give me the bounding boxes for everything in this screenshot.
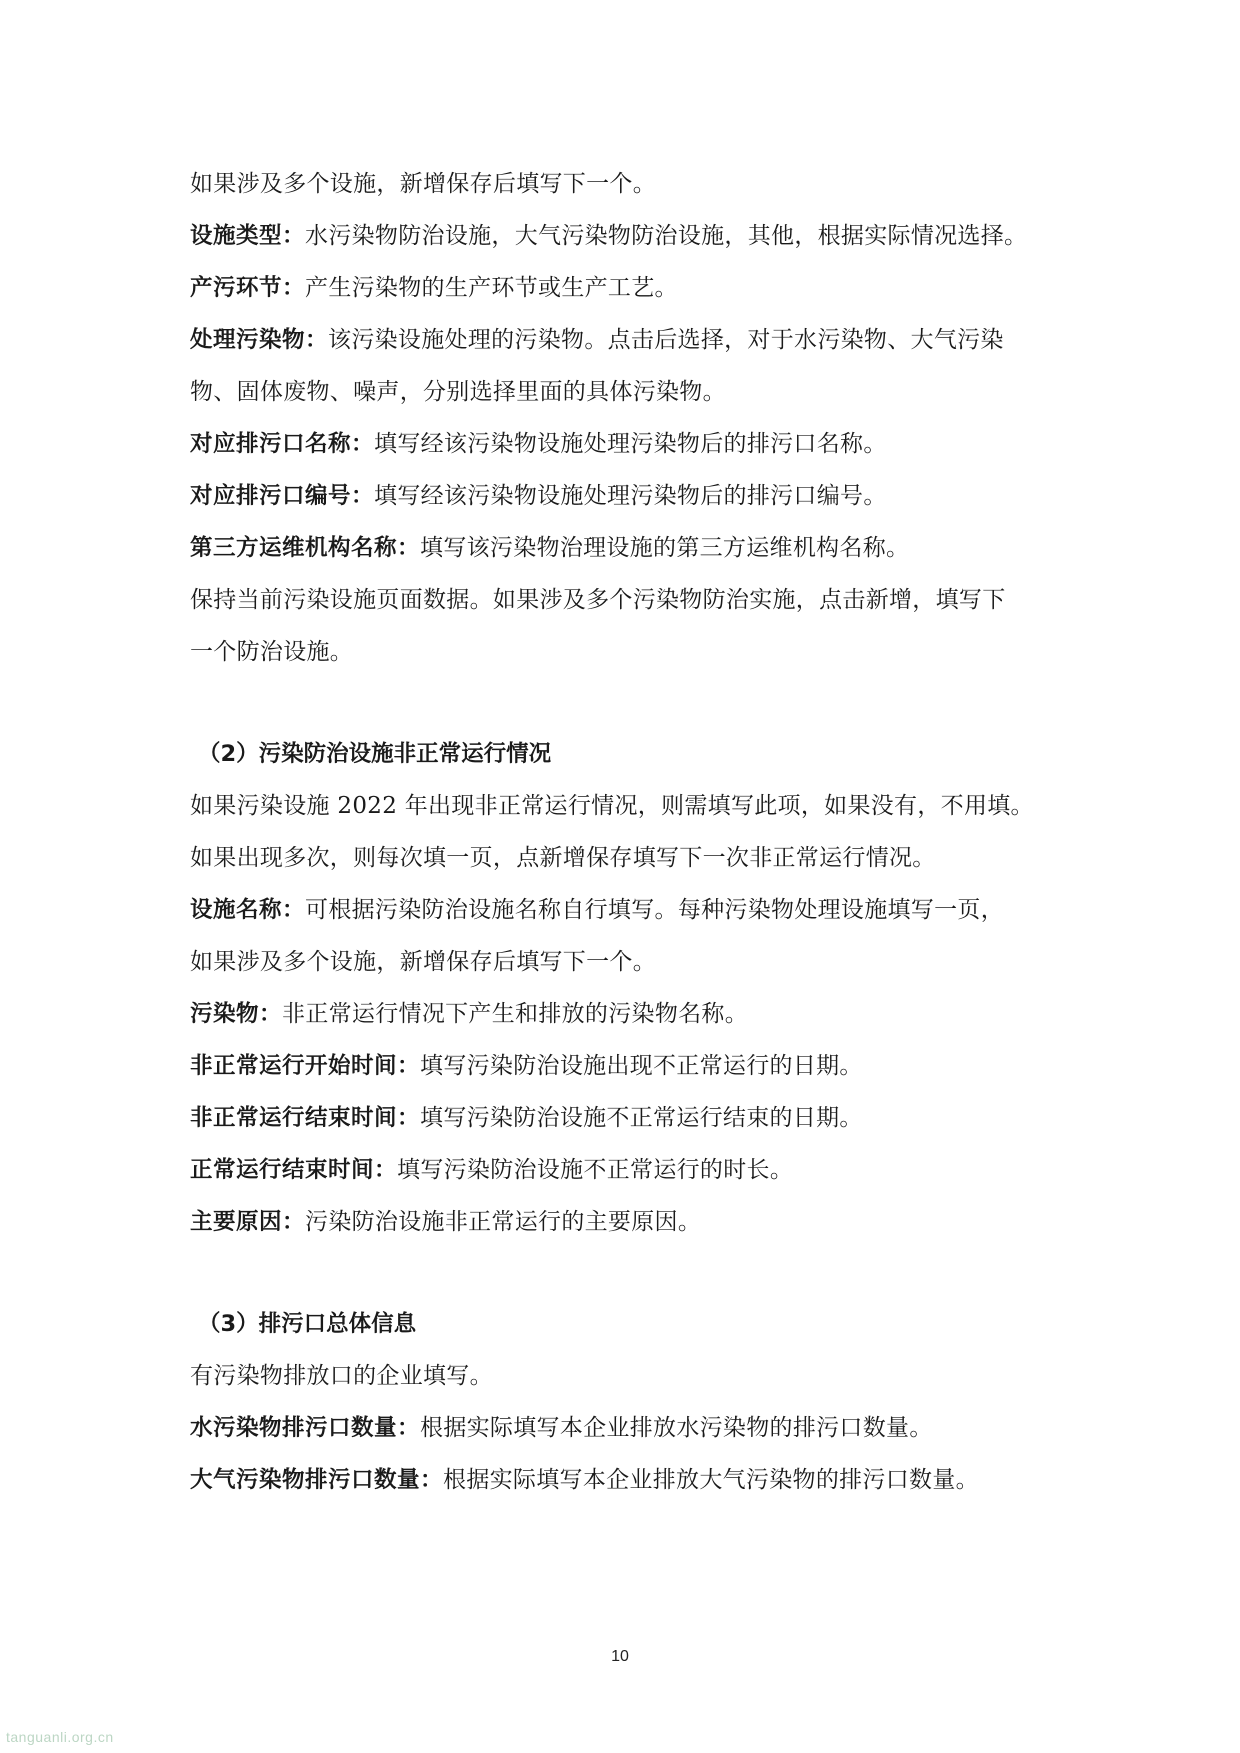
definition-pollutant — [190, 988, 1070, 1040]
definition-water-outlets — [190, 1402, 1070, 1454]
term-description: 水污染物防治设施，大气污染物防治设施，其他，根据实际情况选择。 — [305, 223, 1028, 249]
page-number: 10 — [611, 1648, 629, 1665]
term-label: 对应排污口名称： — [190, 431, 375, 457]
section-gap — [190, 678, 1070, 728]
paragraph-intro — [190, 158, 1070, 210]
term-label: 污染物： — [190, 1001, 283, 1027]
term-label: 主要原因： — [190, 1209, 306, 1235]
paragraph-text: 如果涉及多个设施，新增保存后填写下一个。 — [190, 171, 656, 197]
paragraph-text: 保持当前污染设施页面数据。如果涉及多个污染物防治实施，点击新增，填写下 — [190, 587, 1006, 613]
section-gap — [190, 1248, 1070, 1298]
definition-facility-type — [190, 210, 1070, 262]
definition-treated-pollutants-cont — [190, 366, 1070, 418]
term-label: 处理污染物： — [190, 327, 329, 353]
term-label: 大气污染物排污口数量： — [190, 1467, 444, 1493]
definition-air-outlets — [190, 1454, 1070, 1506]
definition-third-party — [190, 522, 1070, 574]
term-description: 可根据污染防治设施名称自行填写。每种污染物处理设施填写一页， — [305, 897, 1005, 923]
term-description: 产生污染物的生产环节或生产工艺。 — [305, 275, 678, 301]
term-label: 水污染物排污口数量： — [190, 1415, 421, 1441]
paragraph-abnormal-intro-1 — [190, 780, 1070, 832]
term-description: 填写该污染物治理设施的第三方运维机构名称。 — [420, 535, 910, 561]
definition-main-reason — [190, 1196, 1070, 1248]
term-label: 正常运行结束时间： — [190, 1157, 398, 1183]
paragraph-closing-1 — [190, 574, 1070, 626]
term-description: 填写污染防治设施不正常运行结束的日期。 — [420, 1105, 863, 1131]
paragraph-text: 如果出现多次，则每次填一页，点新增保存填写下一次非正常运行情况。 — [190, 845, 936, 871]
term-description: 该污染设施处理的污染物。点击后选择，对于水污染物、大气污染 — [328, 327, 1004, 353]
paragraph-text: 如果污染设施 2022 年出现非正常运行情况，则需填写此项，如果没有，不用填。 — [190, 793, 1034, 819]
term-description: 根据实际填写本企业排放水污染物的排污口数量。 — [420, 1415, 933, 1441]
term-description: 物、固体废物、噪声，分别选择里面的具体污染物。 — [190, 379, 726, 405]
term-description: 污染防治设施非正常运行的主要原因。 — [305, 1209, 702, 1235]
term-label: 设施类型： — [190, 223, 306, 249]
term-description: 根据实际填写本企业排放大气污染物的排污口数量。 — [443, 1467, 979, 1493]
definition-normal-end — [190, 1144, 1070, 1196]
paragraph-text: 有污染物排放口的企业填写。 — [190, 1363, 493, 1389]
section-heading-abnormal-operation: （2）污染防治设施非正常运行情况 — [198, 741, 552, 767]
paragraph-outlet-intro — [190, 1350, 1070, 1402]
term-description: 填写污染防治设施出现不正常运行的日期。 — [420, 1053, 863, 1079]
definition-outlet-code — [190, 470, 1070, 522]
term-label: 非正常运行结束时间： — [190, 1105, 421, 1131]
watermark-text: tanguanli.org.cn — [6, 1729, 114, 1745]
term-description: 填写污染防治设施不正常运行的时长。 — [397, 1157, 794, 1183]
paragraph-text: 一个防治设施。 — [190, 639, 354, 665]
definition-facility-name-cont — [190, 936, 1070, 988]
definition-outlet-name — [190, 418, 1070, 470]
term-description: 非正常运行情况下产生和排放的污染物名称。 — [282, 1001, 749, 1027]
definition-production-link — [190, 262, 1070, 314]
paragraph-closing-2 — [190, 626, 1070, 678]
definition-facility-name — [190, 884, 1070, 936]
definition-treated-pollutants — [190, 314, 1070, 366]
term-label: 对应排污口编号： — [190, 483, 375, 509]
term-label: 设施名称： — [190, 897, 306, 923]
section-heading-outlet-info: （3）排污口总体信息 — [198, 1311, 417, 1337]
term-description: 填写经该污染物设施处理污染物后的排污口编号。 — [374, 483, 887, 509]
term-label: 产污环节： — [190, 275, 306, 301]
term-label: 第三方运维机构名称： — [190, 535, 421, 561]
definition-abnormal-start — [190, 1040, 1070, 1092]
definition-abnormal-end — [190, 1092, 1070, 1144]
document-body — [190, 158, 1070, 1506]
term-label: 非正常运行开始时间： — [190, 1053, 421, 1079]
term-description: 填写经该污染物设施处理污染物后的排污口名称。 — [374, 431, 887, 457]
term-description: 如果涉及多个设施，新增保存后填写下一个。 — [190, 949, 656, 975]
paragraph-abnormal-intro-2 — [190, 832, 1070, 884]
